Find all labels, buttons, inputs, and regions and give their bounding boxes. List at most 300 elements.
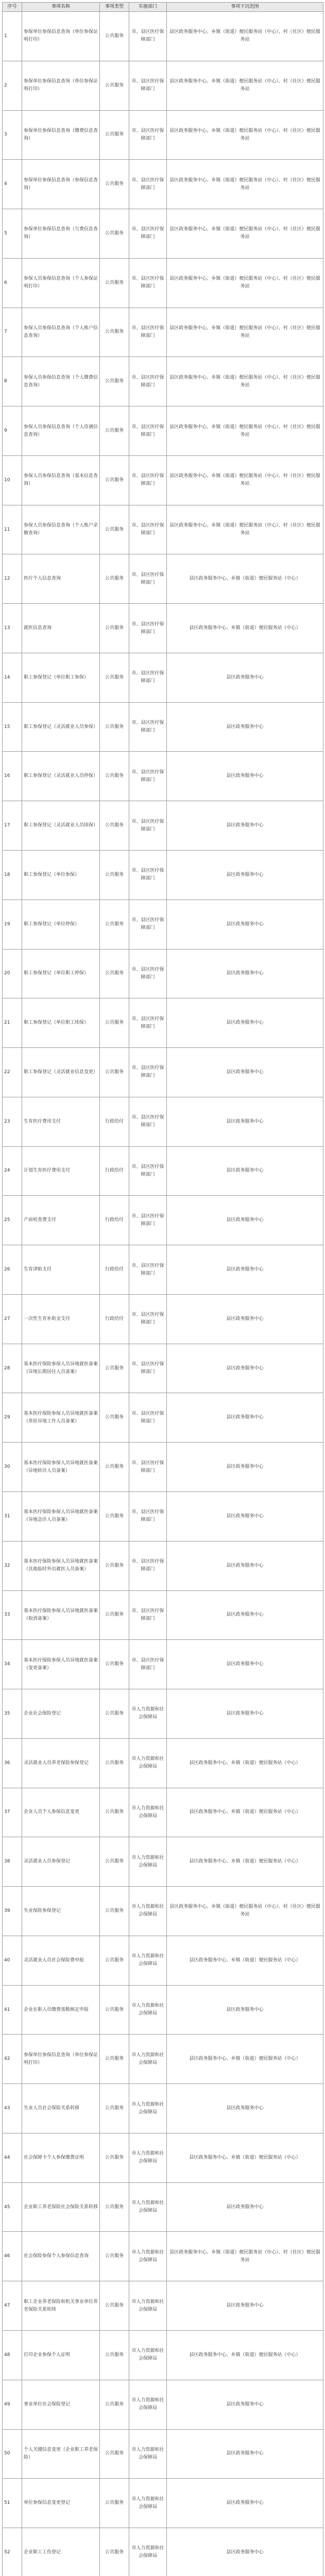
item-name: 灵活就业人员参保登记 <box>22 1837 100 1887</box>
service-scope: 县区政务服务中心 <box>167 752 323 801</box>
department: 市人力资源和社会保障局 <box>129 2232 167 2281</box>
item-name: 失业保险参保登记 <box>22 1887 100 1936</box>
item-type: 公共服务 <box>100 1048 129 1097</box>
item-type: 公共服务 <box>100 2479 129 2528</box>
item-name: 基本医疗保险参保人员异地就医备案（异地急诊人员备案） <box>22 1492 100 1541</box>
row-number: 2 <box>3 61 22 110</box>
row-number: 11 <box>3 505 22 554</box>
item-name: 基本医疗保险参保人员异地就医备案（异地长期居住人员备案） <box>22 1344 100 1393</box>
service-scope: 县区政务服务中心 <box>167 1689 323 1739</box>
table-row <box>3 801 323 851</box>
item-name: 参保单位参保信息查询（单位参保证明打印） <box>22 2035 100 2084</box>
table-row <box>3 1146 323 1196</box>
row-number: 24 <box>3 1146 22 1196</box>
service-scope: 县区政务服务中心 <box>167 1245 323 1295</box>
table-row <box>3 851 323 900</box>
row-number: 33 <box>3 1590 22 1640</box>
service-scope: 县区政务服务中心 <box>167 1097 323 1146</box>
table-row <box>3 1985 323 2035</box>
item-name: 参保单位参保信息查询（单位参保证明打印） <box>22 12 100 61</box>
table-row <box>3 455 323 505</box>
department: 市、县区医疗保障部门 <box>129 1245 167 1295</box>
row-number: 28 <box>3 1344 22 1393</box>
item-name: 企业社会保险登记 <box>22 1689 100 1739</box>
row-number: 18 <box>3 851 22 900</box>
row-number: 40 <box>3 1936 22 1985</box>
row-number: 52 <box>3 2528 22 2576</box>
item-type: 公共服务 <box>100 357 129 406</box>
table-row <box>3 1788 323 1837</box>
item-name: 单位参保信息变更登记 <box>22 2479 100 2528</box>
department: 市、县区医疗保障部门 <box>129 1097 167 1146</box>
service-scope: 县区政务服务中心、乡镇（街道）便民服务站（中心） <box>167 1738 323 1788</box>
department: 市、县区医疗保障部门 <box>129 1640 167 1689</box>
item-name: 就医信息查询 <box>22 604 100 653</box>
row-number: 9 <box>3 406 22 456</box>
item-type: 公共服务 <box>100 1985 129 2035</box>
item-type: 公共服务 <box>100 604 129 653</box>
table-row <box>3 1936 323 1985</box>
item-name: 生育津贴支付 <box>22 1245 100 1295</box>
service-scope: 县区政务服务中心 <box>167 1048 323 1097</box>
item-type: 公共服务 <box>100 209 129 259</box>
item-name: 参保人员参保信息查询（个人待遇信息查询） <box>22 406 100 456</box>
table-row <box>3 406 323 456</box>
table-row <box>3 1541 323 1590</box>
row-number: 47 <box>3 2281 22 2331</box>
row-number: 35 <box>3 1689 22 1739</box>
row-number: 21 <box>3 998 22 1048</box>
item-name: 职工参保登记（单位职工参保） <box>22 653 100 702</box>
item-name: 参保人员参保信息查询（个人参保证明打印） <box>22 258 100 308</box>
service-scope: 县区政务服务中心、乡镇（街道）便民服务站（中心）、村（社区）便民服务站 <box>167 209 323 259</box>
table-row <box>3 1887 323 1936</box>
item-type: 公共服务 <box>100 2429 129 2479</box>
department: 市、县区医疗保障部门 <box>129 308 167 357</box>
row-number: 7 <box>3 308 22 357</box>
table-row <box>3 1344 323 1393</box>
item-type: 公共服务 <box>100 1837 129 1887</box>
item-name: 失业人员社会保险关系转移 <box>22 2084 100 2133</box>
department: 市人力资源和社会保障局 <box>129 1936 167 1985</box>
service-scope: 县区政务服务中心 <box>167 1590 323 1640</box>
row-number: 15 <box>3 702 22 752</box>
table-row <box>3 308 323 357</box>
service-scope: 县区政务服务中心、乡镇（街道）便民服务站（中心） <box>167 2035 323 2084</box>
table-row <box>3 2035 323 2084</box>
department: 市人力资源和社会保障局 <box>129 2035 167 2084</box>
item-name: 社会保障卡个人参保缴费证明 <box>22 2133 100 2182</box>
item-name: 职工参保登记（灵活就业信息变更） <box>22 1048 100 1097</box>
table-row <box>3 1492 323 1541</box>
item-name: 个人关键信息变更（企业职工养老保险） <box>22 2429 100 2479</box>
department: 市人力资源和社会保障局 <box>129 2528 167 2576</box>
item-type: 公共服务 <box>100 1443 129 1492</box>
item-name: 职工参保登记（单位职工停保） <box>22 949 100 998</box>
department: 市、县区医疗保障部门 <box>129 702 167 752</box>
service-scope: 县区政务服务中心 <box>167 900 323 949</box>
service-scope: 县区政务服务中心 <box>167 998 323 1048</box>
service-scope: 县区政务服务中心、乡镇（街道）便民服务站（中心） <box>167 1936 323 1985</box>
service-scope: 县区政务服务中心 <box>167 702 323 752</box>
item-type: 公共服务 <box>100 1492 129 1541</box>
service-scope: 县区政务服务中心、乡镇（街道）便民服务站（中心）、村（社区）便民服务站 <box>167 357 323 406</box>
item-type: 公共服务 <box>100 2035 129 2084</box>
department: 市人力资源和社会保障局 <box>129 2380 167 2429</box>
item-name: 产前检查费支付 <box>22 1196 100 1245</box>
service-scope: 县区政务服务中心、乡镇（街道）便民服务站（中心） <box>167 1788 323 1837</box>
row-number: 34 <box>3 1640 22 1689</box>
table-row <box>3 2084 323 2133</box>
service-scope: 县区政务服务中心、乡镇（街道）便民服务站（中心）、村（社区）便民服务站 <box>167 61 323 110</box>
item-name: 灵活就业人员养老保险参保登记 <box>22 1738 100 1788</box>
item-name: 职工参保登记（单位停保） <box>22 900 100 949</box>
row-number: 36 <box>3 1738 22 1788</box>
item-name: 参保人员参保信息查询（基本信息查询） <box>22 455 100 505</box>
item-name: 事业单位社会保险登记 <box>22 2380 100 2429</box>
item-name: 参保单位参保信息查询（缴费信息查询） <box>22 110 100 160</box>
department: 市、县区医疗保障部门 <box>129 160 167 209</box>
item-type: 公共服务 <box>100 554 129 604</box>
row-number: 37 <box>3 1788 22 1837</box>
row-number: 23 <box>3 1097 22 1146</box>
item-type: 公共服务 <box>100 2084 129 2133</box>
item-type: 行政给付 <box>100 1196 129 1245</box>
row-number: 5 <box>3 209 22 259</box>
item-type: 公共服务 <box>100 258 129 308</box>
row-number: 50 <box>3 2429 22 2479</box>
header-department: 实施部门 <box>129 3 167 12</box>
service-scope: 县区政务服务中心 <box>167 1541 323 1590</box>
table-row <box>3 1048 323 1097</box>
item-type: 公共服务 <box>100 801 129 851</box>
department: 市人力资源和社会保障局 <box>129 1985 167 2035</box>
item-name: 企业在职人员缴费基数核定申报 <box>22 1985 100 2035</box>
department: 市、县区医疗保障部门 <box>129 1048 167 1097</box>
service-scope: 县区政务服务中心 <box>167 1640 323 1689</box>
item-name: 职工参保登记（灵活就业人员停保） <box>22 752 100 801</box>
table-row <box>3 949 323 998</box>
item-type: 公共服务 <box>100 406 129 456</box>
department: 市、县区医疗保障部门 <box>129 604 167 653</box>
department: 市、县区医疗保障部门 <box>129 12 167 61</box>
department: 市、县区医疗保障部门 <box>129 851 167 900</box>
row-number: 20 <box>3 949 22 998</box>
department: 市人力资源和社会保障局 <box>129 1788 167 1837</box>
row-number: 41 <box>3 1985 22 2035</box>
item-name: 一次性生育补助金支付 <box>22 1294 100 1344</box>
department: 市人力资源和社会保障局 <box>129 1887 167 1936</box>
table-row <box>3 1640 323 1689</box>
item-type: 公共服务 <box>100 2528 129 2576</box>
row-number: 43 <box>3 2084 22 2133</box>
row-number: 29 <box>3 1393 22 1443</box>
table-row <box>3 2232 323 2281</box>
item-type: 行政给付 <box>100 1294 129 1344</box>
item-type: 公共服务 <box>100 1590 129 1640</box>
row-number: 13 <box>3 604 22 653</box>
service-scope: 县区政务服务中心 <box>167 801 323 851</box>
department: 市、县区医疗保障部门 <box>129 752 167 801</box>
row-number: 6 <box>3 258 22 308</box>
item-type: 公共服务 <box>100 1541 129 1590</box>
item-type: 公共服务 <box>100 1788 129 1837</box>
item-type: 行政给付 <box>100 1245 129 1295</box>
department: 市、县区医疗保障部门 <box>129 1590 167 1640</box>
department: 市、县区医疗保障部门 <box>129 801 167 851</box>
service-scope: 县区政务服务中心、乡镇（街道）便民服务站（中心）、村（社区）便民服务站 <box>167 455 323 505</box>
service-scope: 县区政务服务中心 <box>167 2084 323 2133</box>
table-row <box>3 702 323 752</box>
service-scope: 县区政务服务中心 <box>167 2380 323 2429</box>
item-name: 生育医疗费用支付 <box>22 1097 100 1146</box>
department: 市、县区医疗保障部门 <box>129 406 167 456</box>
item-name: 企业职工养老保险社会保险关系转移 <box>22 2182 100 2232</box>
item-type: 公共服务 <box>100 1393 129 1443</box>
row-number: 31 <box>3 1492 22 1541</box>
department: 市人力资源和社会保障局 <box>129 2133 167 2182</box>
department: 市人力资源和社会保障局 <box>129 2479 167 2528</box>
table-row <box>3 2133 323 2182</box>
service-scope: 县区政务服务中心、乡镇（街道）便民服务站（中心）、村（社区）便民服务站 <box>167 505 323 554</box>
row-number: 1 <box>3 12 22 61</box>
service-scope: 县区政务服务中心、乡镇（街道）便民服务站（中心）、村（社区）便民服务站 <box>167 406 323 456</box>
header-scope: 事项下沉范围 <box>167 3 323 12</box>
item-name: 参保单位参保信息查询（单位参保证明打印） <box>22 61 100 110</box>
item-name: 职工参保登记（单位参保） <box>22 851 100 900</box>
table-body <box>3 12 323 2576</box>
item-type: 公共服务 <box>100 160 129 209</box>
item-name: 职工参保登记（灵活就业人员参保） <box>22 702 100 752</box>
item-name: 参保人员参保信息查询（个人账户余额查询） <box>22 505 100 554</box>
item-type: 公共服务 <box>100 1640 129 1689</box>
item-name: 参保单位参保信息查询（欠费信息查询） <box>22 209 100 259</box>
row-number: 45 <box>3 2182 22 2232</box>
table-row <box>3 1393 323 1443</box>
table-row <box>3 2281 323 2331</box>
service-scope: 县区政务服务中心 <box>167 1443 323 1492</box>
department: 市、县区医疗保障部门 <box>129 998 167 1048</box>
item-type: 公共服务 <box>100 1936 129 1985</box>
item-name: 职工企业养老保险和机关事业单位养老保险关系转续 <box>22 2281 100 2331</box>
item-name: 基本医疗保险参保人员异地就医备案（其他临时外出就医人员备案） <box>22 1541 100 1590</box>
service-scope: 县区政务服务中心、乡镇（街道）便民服务站（中心） <box>167 604 323 653</box>
item-type: 公共服务 <box>100 61 129 110</box>
row-number: 39 <box>3 1887 22 1936</box>
department: 市、县区医疗保障部门 <box>129 455 167 505</box>
service-scope: 县区政务服务中心 <box>167 1196 323 1245</box>
item-type: 公共服务 <box>100 900 129 949</box>
department: 市、县区医疗保障部门 <box>129 505 167 554</box>
service-scope: 县区政务服务中心 <box>167 2281 323 2331</box>
item-type: 公共服务 <box>100 702 129 752</box>
department: 市、县区医疗保障部门 <box>129 653 167 702</box>
row-number: 22 <box>3 1048 22 1097</box>
table-row <box>3 1590 323 1640</box>
table-row <box>3 160 323 209</box>
table-row <box>3 1689 323 1739</box>
row-number: 4 <box>3 160 22 209</box>
item-type: 公共服务 <box>100 1689 129 1739</box>
row-number: 8 <box>3 357 22 406</box>
department: 市、县区医疗保障部门 <box>129 258 167 308</box>
item-name: 参保人员参保信息查询（个人账户信息查询） <box>22 308 100 357</box>
row-number: 14 <box>3 653 22 702</box>
department: 市、县区医疗保障部门 <box>129 900 167 949</box>
service-scope: 县区政务服务中心 <box>167 1344 323 1393</box>
service-scope: 县区政务服务中心 <box>167 2528 323 2576</box>
department: 市人力资源和社会保障局 <box>129 2429 167 2479</box>
service-scope: 县区政务服务中心 <box>167 1492 323 1541</box>
table-row <box>3 998 323 1048</box>
table-row <box>3 900 323 949</box>
department: 市、县区医疗保障部门 <box>129 1443 167 1492</box>
department: 市人力资源和社会保障局 <box>129 1837 167 1887</box>
table-row <box>3 1294 323 1344</box>
service-scope: 县区政务服务中心 <box>167 1985 323 2035</box>
row-number: 12 <box>3 554 22 604</box>
item-type: 公共服务 <box>100 2232 129 2281</box>
department: 市、县区医疗保障部门 <box>129 209 167 259</box>
item-type: 公共服务 <box>100 455 129 505</box>
row-number: 27 <box>3 1294 22 1344</box>
table-row <box>3 752 323 801</box>
row-number: 10 <box>3 455 22 505</box>
department: 市人力资源和社会保障局 <box>129 2281 167 2331</box>
item-type: 公共服务 <box>100 12 129 61</box>
item-type: 公共服务 <box>100 998 129 1048</box>
item-name: 灵活就业人员社会保险费申报 <box>22 1936 100 1985</box>
department: 市、县区医疗保障部门 <box>129 1146 167 1196</box>
item-name: 基本医疗保险参保人员异地就医备案（取消备案） <box>22 1590 100 1640</box>
row-number: 16 <box>3 752 22 801</box>
table-row <box>3 554 323 604</box>
header-item-type: 事项类型 <box>100 3 129 12</box>
table-row <box>3 1196 323 1245</box>
item-type: 公共服务 <box>100 2133 129 2182</box>
row-number: 32 <box>3 1541 22 1590</box>
service-scope: 县区政务服务中心 <box>167 949 323 998</box>
service-scope: 县区政务服务中心、乡镇（街道）便民服务站（中心） <box>167 1837 323 1887</box>
item-name: 参保单位参保信息查询（参保信息查询） <box>22 160 100 209</box>
service-items-table <box>2 2 323 2576</box>
service-scope: 县区政务服务中心 <box>167 1393 323 1443</box>
department: 市、县区医疗保障部门 <box>129 1492 167 1541</box>
service-scope: 县区政务服务中心、乡镇（街道）便民服务站（中心）、村（社区）便民服务站 <box>167 308 323 357</box>
service-scope: 县区政务服务中心、乡镇（街道）便民服务站（中心）、村（社区）便民服务站 <box>167 258 323 308</box>
service-scope: 县区政务服务中心 <box>167 2479 323 2528</box>
item-type: 公共服务 <box>100 653 129 702</box>
row-number: 51 <box>3 2479 22 2528</box>
department: 市、县区医疗保障部门 <box>129 554 167 604</box>
service-scope: 县区政务服务中心、乡镇（街道）便民服务站（中心）、村（社区）便民服务站 <box>167 160 323 209</box>
department: 市人力资源和社会保障局 <box>129 2182 167 2232</box>
table-row <box>3 653 323 702</box>
item-name: 职工参保登记（单位职工续保） <box>22 998 100 1048</box>
table-row <box>3 2429 323 2479</box>
item-type: 公共服务 <box>100 2281 129 2331</box>
service-scope: 县区政务服务中心 <box>167 1294 323 1344</box>
table-header-row <box>3 3 323 12</box>
table-row <box>3 1443 323 1492</box>
item-name: 职工参保登记（灵活就业人员续保） <box>22 801 100 851</box>
item-type: 公共服务 <box>100 1738 129 1788</box>
table-row <box>3 2479 323 2528</box>
table-row <box>3 2182 323 2232</box>
item-type: 公共服务 <box>100 949 129 998</box>
table-row <box>3 1097 323 1146</box>
service-scope: 县区政务服务中心、乡镇（街道）便民服务站（中心）、村（社区）便民服务站 <box>167 110 323 160</box>
item-type: 公共服务 <box>100 752 129 801</box>
item-type: 公共服务 <box>100 308 129 357</box>
department: 市、县区医疗保障部门 <box>129 1294 167 1344</box>
header-item-name: 事项名称 <box>22 3 100 12</box>
service-scope: 县区政务服务中心、乡镇（街道）便民服务站（中心）、村（社区）便民服务站 <box>167 2232 323 2281</box>
table-row <box>3 110 323 160</box>
item-type: 公共服务 <box>100 2380 129 2429</box>
table-row <box>3 209 323 259</box>
item-name: 医疗个人信息查询 <box>22 554 100 604</box>
table-row <box>3 258 323 308</box>
service-scope: 县区政务服务中心 <box>167 851 323 900</box>
department: 市、县区医疗保障部门 <box>129 1393 167 1443</box>
item-type: 公共服务 <box>100 2182 129 2232</box>
service-scope: 县区政务服务中心、乡镇（街道）便民服务站（中心） <box>167 554 323 604</box>
item-name: 打印企业参保个人证明 <box>22 2330 100 2380</box>
row-number: 38 <box>3 1837 22 1887</box>
table-row <box>3 505 323 554</box>
row-number: 49 <box>3 2380 22 2429</box>
service-scope: 县区政务服务中心、乡镇（街道）便民服务站（中心）、村（社区）便民服务站 <box>167 1887 323 1936</box>
table-row <box>3 2528 323 2576</box>
service-scope: 县区政务服务中心、乡镇（街道）便民服务站（中心） <box>167 2133 323 2182</box>
department: 市、县区医疗保障部门 <box>129 1196 167 1245</box>
table-row <box>3 2330 323 2380</box>
department: 市、县区医疗保障部门 <box>129 61 167 110</box>
item-name: 企业人员个人参保信息变更 <box>22 1788 100 1837</box>
row-number: 46 <box>3 2232 22 2281</box>
service-scope: 县区政务服务中心 <box>167 653 323 702</box>
department: 市人力资源和社会保障局 <box>129 1689 167 1739</box>
table-row <box>3 357 323 406</box>
row-number: 30 <box>3 1443 22 1492</box>
table-row <box>3 604 323 653</box>
row-number: 42 <box>3 2035 22 2084</box>
item-name: 社会保险参保个人参保信息查询 <box>22 2232 100 2281</box>
department: 市、县区医疗保障部门 <box>129 357 167 406</box>
row-number: 25 <box>3 1196 22 1245</box>
item-name: 基本医疗保险参保人员异地就医备案（变更备案） <box>22 1640 100 1689</box>
item-type: 公共服务 <box>100 851 129 900</box>
service-scope: 县区政务服务中心 <box>167 1146 323 1196</box>
row-number: 44 <box>3 2133 22 2182</box>
row-number: 17 <box>3 801 22 851</box>
row-number: 26 <box>3 1245 22 1295</box>
item-type: 公共服务 <box>100 1344 129 1393</box>
department: 市、县区医疗保障部门 <box>129 1541 167 1590</box>
item-name: 参保人员参保信息查询（个人缴费信息查询） <box>22 357 100 406</box>
item-type: 行政给付 <box>100 1146 129 1196</box>
table-row <box>3 12 323 61</box>
item-type: 公共服务 <box>100 1887 129 1936</box>
row-number: 19 <box>3 900 22 949</box>
row-number: 3 <box>3 110 22 160</box>
table-row <box>3 1837 323 1887</box>
item-name: 计划生育医疗费用支付 <box>22 1146 100 1196</box>
item-name: 基本医疗保险参保人员异地就医备案（异地转诊人员备案） <box>22 1443 100 1492</box>
table-row <box>3 61 323 110</box>
department: 市、县区医疗保障部门 <box>129 1344 167 1393</box>
